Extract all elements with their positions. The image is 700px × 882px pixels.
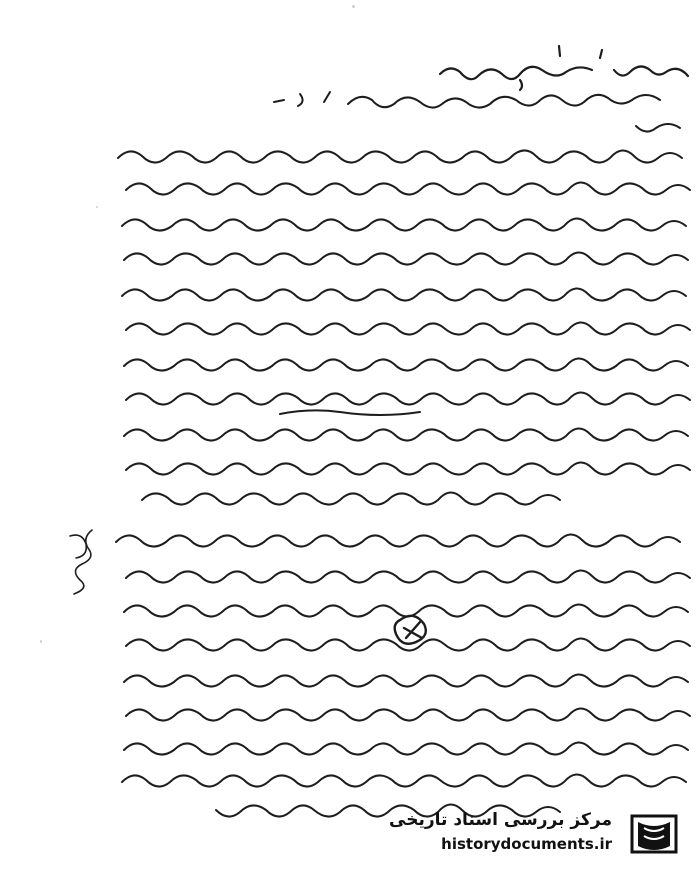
handwritten-subheading	[274, 92, 680, 132]
handwritten-body-lines	[116, 150, 690, 816]
ink-blot	[395, 616, 426, 644]
margin-scribble	[70, 530, 92, 594]
watermark-website: historydocuments.ir	[441, 835, 612, 853]
archive-watermark	[389, 808, 686, 860]
watermark-center-name: مرکز بررسی اسناد تاریخی	[389, 810, 612, 830]
handwritten-heading	[440, 46, 688, 90]
book-emblem-icon	[622, 808, 686, 860]
